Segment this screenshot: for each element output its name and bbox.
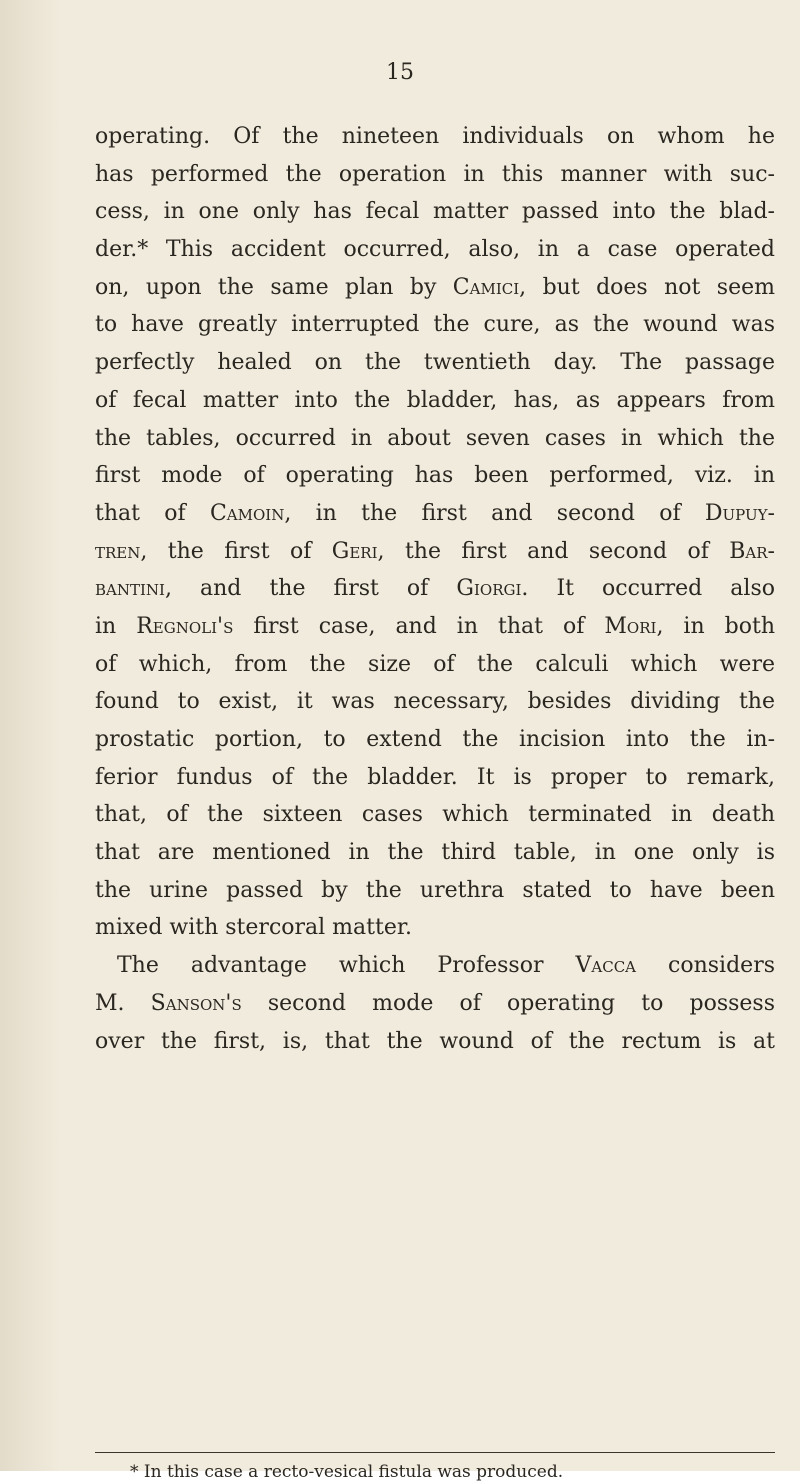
text-line: that of Camoin, in the first and second of Dupuy- [95, 500, 775, 526]
text-line: of which, from the size of the calculi which were [95, 651, 775, 677]
name-vacca: Vacca [575, 953, 637, 979]
name-regnoli: Regnoli's [136, 613, 234, 639]
name-camici: Camici [452, 274, 520, 300]
footnote: * In this case a recto-vesical fistula was produced. [130, 1462, 564, 1482]
text-line: prostatic portion, to extend the incision into the in- [95, 727, 775, 752]
text-line: that, of the sixteen cases which terminated in death [95, 802, 775, 828]
text-line: in Regnoli's first case, and in that of Mori, in both [95, 613, 775, 639]
text-line: bantini, and the first of Giorgi. It occurred also [95, 576, 775, 602]
text-line: has performed the operation in this manner with suc- [95, 161, 775, 187]
text-line: der.* This accident occurred, also, in a case operated [95, 237, 775, 263]
text-line: found to exist, it was necessary, besides dividing the [95, 689, 775, 715]
text-line: first mode of operating has been performed, viz. in [95, 463, 775, 489]
text-line: perfectly healed on the twentieth day. The passage [95, 350, 775, 376]
name-camoin: Camoin [209, 500, 285, 526]
name-dupuytren: Dupuy- [704, 500, 775, 526]
text-line: ferior fundus of the bladder. It is proper to remark, [95, 764, 775, 790]
name-dupuytren-cont: tren [95, 538, 141, 564]
body-text [95, 118, 775, 1060]
footnote-rule [95, 1452, 775, 1453]
text-line: of fecal matter into the bladder, has, as appears from [95, 387, 775, 413]
text-line: tren, the first of Geri, the first and second of Bar- [95, 538, 775, 564]
name-barbantini: Bar- [729, 538, 775, 564]
text-line: the tables, occurred in about seven cases in which the [95, 425, 775, 451]
text-line: over the first, is, that the wound of the rectum is at [95, 1028, 775, 1054]
text-line: on, upon the same plan by Camici, but does not seem [95, 274, 775, 300]
text-line: The advantage which Professor Vacca considers [117, 953, 776, 979]
text-line: M. Sanson's second mode of operating to possess [95, 990, 776, 1016]
text-line: the urine passed by the urethra stated to have been [95, 877, 775, 903]
name-giorgi: Giorgi [456, 576, 522, 602]
name-barbantini-cont: bantini [95, 576, 165, 602]
name-mori: Mori [604, 613, 657, 639]
page-number: 15 [386, 60, 414, 85]
text-line: cess, in one only has fecal matter passed into the blad- [95, 199, 775, 225]
text-line: mixed with stercoral matter. [95, 915, 412, 941]
text-line: that are mentioned in the third table, in one only is [95, 840, 775, 866]
text-line: to have greatly interrupted the cure, as the wound was [95, 312, 775, 338]
name-geri: Geri [331, 538, 378, 564]
name-sanson: Sanson's [150, 990, 242, 1016]
text-line: operating. Of the nineteen individuals on whom he [95, 124, 775, 149]
